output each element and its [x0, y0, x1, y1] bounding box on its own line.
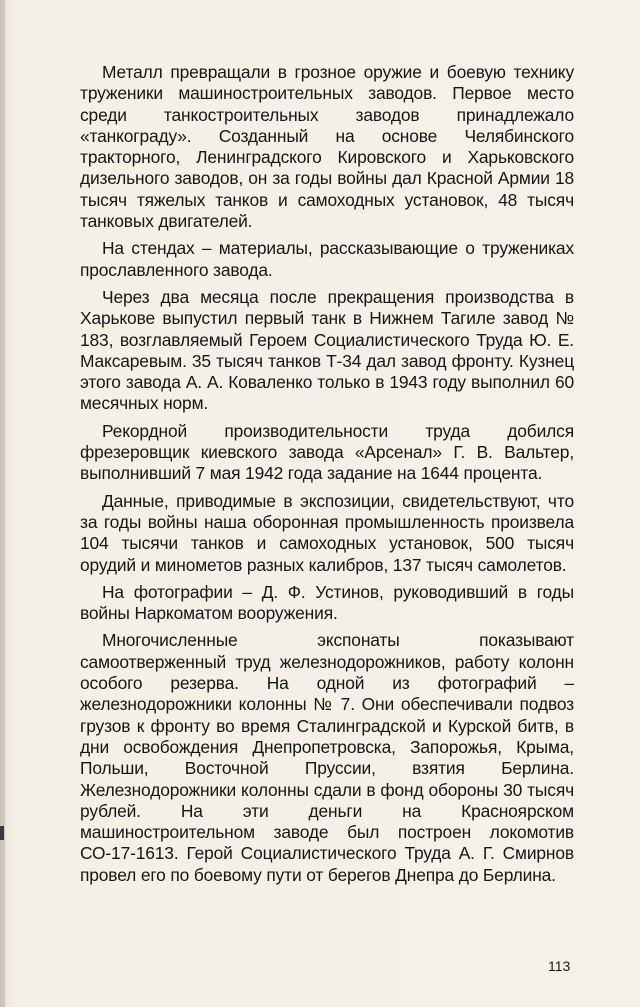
paragraph-7: Многочисленные экспонаты показывают самоотверженный труд железнодорожников, работу колонн особого резерва. На одной из фотографий – железнодорожники колонны № 7. Они обеспечивали подвоз грузов к фронту во время Сталинградской и Курской битв, в дни освобождения Днепропетровска, Запорожья, Крыма, Польши, Восточной Пруссии, взятия Берлина. Железнодорожники колонны сдали в фонд обороны 30 тысяч рублей. На эти деньги на Красноярском машиностроительном заводе был построен локомотив СО-17-1613. Герой Социалистического Труда А. Г. Смирнов провел его по боевому пути от берегов Днепра до Берлина. — [80, 630, 574, 885]
paragraph-3: Через два месяца после прекращения производства в Харькове выпустил первый танк в Нижнем Тагиле завод № 183, возглавляемый Героем Социалистического Труда Ю. Е. Максаревым. 35 тысяч танков Т-34 дал завод фронту. Кузнец этого завода А. А. Коваленко только в 1943 году выполнил 60 месячных норм. — [80, 286, 574, 414]
paragraph-5: Данные, приводимые в экспозиции, свидетельствуют, что за годы войны наша оборонная промышленность произвела 104 тысячи танков и самоходных установок, 500 тысяч орудий и минометов разных калибров, 137 тысяч самолетов. — [80, 490, 574, 575]
margin-mark — [0, 826, 4, 840]
page-number: 113 — [548, 958, 571, 974]
paragraph-4: Рекордной производительности труда добился фрезеровщик киевского завода «Арсенал» Г. В. Вальтер, выполнивший 7 мая 1942 года задание на 1644 процента. — [80, 420, 574, 484]
paragraph-2: На стендах – материалы, рассказывающие о тружениках прославленного завода. — [80, 238, 574, 280]
body-text — [80, 62, 574, 892]
page-spine-edge — [0, 0, 5, 1007]
paragraph-1: Металл превращали в грозное оружие и боевую технику труженики машиностроительных заводов. Первое место среди танкостроительных заводов принадлежало «танкограду». Созданный на основе Челябинского тракторного, Ленинградского Кировского и Харьковского дизельного заводов, он за годы войны дал Красной Армии 18 тысяч тяжелых танков и самоходных установок, 48 тысяч танковых двигателей. — [80, 62, 574, 232]
paragraph-6: На фотографии – Д. Ф. Устинов, руководивший в годы войны Наркоматом вооружения. — [80, 581, 574, 624]
